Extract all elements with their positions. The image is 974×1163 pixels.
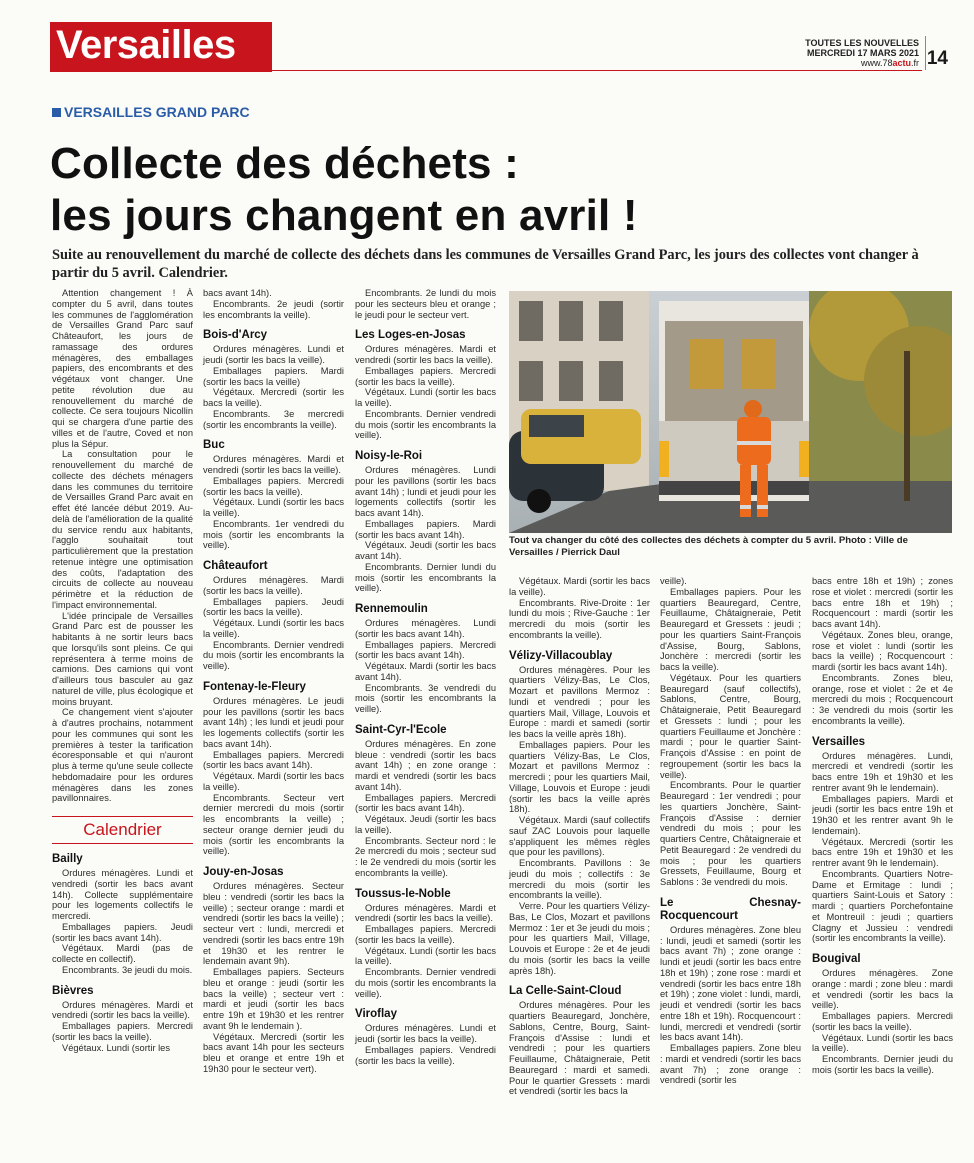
paragraph: Ordures ménagères. Zone orange : mardi ; zone bleu : mardi et vendredi (sortir les bacs la veille). [812,968,953,1011]
column-4 [509,576,650,1097]
town-heading: Châteaufort [203,560,268,572]
town-heading: Rennemoulin [355,603,428,615]
col3-towns [355,329,496,1066]
paragraph: Emballages papiers. Zone bleu : mardi et vendredi (sortir les bacs avant 7h) ; zone orange : vendredi (sortir les [660,1043,801,1086]
col4-continued: Végétaux. Mardi (sortir les bacs la veille). [509,576,650,597]
town-heading: Toussus-le-Noble [355,887,451,900]
pub-date: MERCREDI 17 MARS 2021 [806,48,919,58]
paragraph: Végétaux. Mercredi (sortir les bacs la veille). [203,387,344,408]
town-heading: Buc [203,439,225,452]
masthead [50,22,272,72]
column-6 [812,576,953,1076]
paragraph: Emballages papiers. Mercredi (sortir les bacs la veille). [203,475,344,497]
paragraph: L'idée principale de Versailles Grand Parc est de pousser les habitants à ne sortir leurs bacs que lorsqu'ils sont pleins. Ce qui représentera à terme moins de camions. Des camions qui vont d'ailleurs tous basculer au gaz naturel de ville, plus écologique et moins bruyant. [52,610,193,707]
photo-caption: Tout va changer du côté des collectes des déchets à compter du 5 avril. Photo : Ville de Versailles / Pierrick Daul [509,535,908,558]
paragraph: Encombrants. 3e jeudi du mois. [62,964,193,975]
paragraph: Encombrants. Dernier lundi du mois (sortir les encombrants la veille). [355,561,496,594]
paragraph: Ordures ménagères. Lundi pour les pavillons (sortir les bacs avant 14h) ; lundi et jeudi pour les logements collectifs (sortir les bacs avant 14h). [355,465,496,518]
paragraph: Encombrants. 3e vendredi du mois (sortir les encombrants la veille). [355,682,496,714]
town-heading: Bougival [812,953,861,965]
paragraph: Ordures ménagères. Secteur bleu : vendredi (sortir les bacs la veille) ; secteur orange : mardi et vendredi (sortir les bacs la veille) ; secteur vert : lundi, mercredi et vendredi (sortir les bacs entre 19h et 19h30 et les rentrer le lendemain avant 9h). [203,881,344,967]
paragraph: Ordures ménagères. Pour les quartiers Beauregard, Jonchère, Sablons, Centre, Bourg, Saint-François d'Assise : lundi et vendredi ; pour les quartiers Feuillaume, Châtaigneraie, Petit Beauregard : mardi et samedi. Pour le quartier Gressets : mardi et vendredi (sortir les bacs la [509,1000,650,1097]
paragraph: Verre. Pour les quartiers Vélizy-Bas, Le Clos, Mozart et pavillons Mermoz : 1er et 3e jeudi du mois ; pour les quartiers Mail, Village, Louvois et Europe : 2e et 4e jeudi du mois (sortir les bacs la veille après 18h). [509,901,650,976]
col5-paragraphs [660,587,801,888]
headline-line2: les jours changent en avril ! [50,191,638,240]
town-heading: Viroflay [355,1008,397,1021]
section-rubric: VERSAILLES GRAND PARC [52,104,250,120]
calendar-heading: Calendrier [52,816,193,844]
masthead-title: Versailles [56,23,236,67]
paragraph: Emballages papiers. Mardi (sortir les bacs la veille) [203,365,344,387]
paragraph: Encombrants. Zones bleu, orange, rose et violet : 2e et 4e mercredi du mois ; Rocquencourt : 3e vendredi du mois (sortir les encombrants la veille). [812,672,953,726]
paragraph: Végétaux. Lundi (sortir les bacs la veille). [812,1032,953,1054]
paragraph: Ordures ménagères. Mardi et vendredi (sortir les bacs la veille). [355,344,496,365]
paragraph: Emballages papiers. Mercredi (sortir les bacs avant 14h). [203,749,344,771]
paragraph: Ordures ménagères. Lundi (sortir les bacs avant 14h). [355,618,496,639]
paragraph: Végétaux. Mercredi (sortir les bacs avant 14h pour les secteurs bleu et orange et entre 19h et 19h30 pour le secteur vert). [203,1031,344,1074]
page-number: 14 [926,48,948,69]
paragraph: Emballages papiers. Jeudi (sortir les bacs avant 14h). [52,921,193,943]
page-separator [925,36,926,70]
column-2 [203,288,344,1075]
paragraph: Végétaux. Lundi (sortir les [62,1042,171,1053]
col2-continued-2: Encombrants. 2e jeudi (sortir les encombrants la veille). [203,298,344,320]
garbage-truck-photo [509,291,952,533]
paragraph: Ordures ménagères. Le jeudi pour les pavillons (sortir les bacs avant 14h) ; les lundi et jeudi pour les logements collectifs (sortir les bacs avant 14h). [203,695,344,749]
paragraph: Encombrants. Pavillons : 3e jeudi du mois ; collectifs : 3e mercredi du mois (sortir les encombrants la veille). [509,858,650,901]
col5-towns [660,897,801,1086]
paragraph: Végétaux. Mardi (pas de collecte en collectif). [52,943,193,964]
paragraph: Végétaux. Mercredi (sortir les bacs entre 19h et 19h30 et les rentrer avant 9h le lendemain). [812,836,953,868]
col6-towns [812,736,953,1076]
paragraph: Végétaux. Mardi (sortir les bacs la veille). [203,771,344,792]
paragraph: Emballages papiers. Mercredi (sortir les bacs avant 14h). [355,792,496,814]
paragraph: Ordures ménagères. Mardi (sortir les bacs la veille). [203,575,344,596]
column-5 [660,576,801,1086]
paragraph: Ordures ménagères. Pour les quartiers Vélizy-Bas, Le Clos, Mozart et pavillons Mermoz : lundi et vendredi ; pour les quartiers Mail, Village, Louvois et Europe : mardi et samedi (sortir les bacs la veille après 18h). [509,664,650,739]
paragraph: Emballages papiers. Mercredi (sortir les bacs avant 14h). [355,639,496,661]
publication-info [805,38,919,68]
intro-text [52,288,193,804]
paragraph: Emballages papiers. Pour les quartiers Vélizy-Bas, Le Clos, Mozart et pavillons Mermoz : mercredi ; pour les quartiers Mail, Village, Louvois et Europe : jeudi (sortir les bacs la veille après 18h). [509,739,650,815]
paragraph: Emballages papiers. Mardi (sortir les bacs avant 14h). [355,518,496,540]
paragraph: Ordures ménagères. En zone bleue : vendredi (sortir les bacs avant 14h) ; en zone orange : mardi et vendredi (sortir les bacs avant 14h). [355,738,496,792]
paragraph: Emballages papiers. Mercredi (sortir les bacs la veille). [812,1011,953,1032]
paragraph: Végétaux. Mardi (sortir les bacs avant 14h). [355,661,496,682]
paragraph: Végétaux. Lundi (sortir les bacs la veille). [355,387,496,408]
paragraph: Végétaux. Jeudi (sortir les bacs avant 14h). [355,540,496,561]
town-heading: Le Chesnay-Rocquencourt [660,896,801,922]
column-3 [355,288,496,1066]
paragraph: Ordures ménagères. Lundi et vendredi (sortir les bacs avant 14h). Collecte supplémentaire pour les logements collectifs le mercredi. [52,868,193,921]
paragraph: Ordures ménagères. Lundi, mercredi et vendredi (sortir les bacs entre 19h et 19h30 et les rentrer avant 9h le lendemain). [812,750,953,793]
col2-continued: bacs avant 14h). [203,288,272,298]
headline-line1: Collecte des déchets : [50,139,519,188]
paragraph: Encombrants. Secteur vert dernier mercredi du mois (sortir les encombrants la veille) ; secteur orange dernier jeudi du mois (sortir les encombrants la veille). [203,792,344,857]
col1-towns [52,853,193,1053]
paragraph: Végétaux. Lundi (sortir les bacs la veille). [203,497,344,518]
town-heading: Les Loges-en-Josas [355,329,466,342]
paragraph: Attention changement ! À compter du 5 avril, dans toutes les communes de l'agglomération de Versailles Grand Parc sauf Châteaufort, les jours de ramassage des ordures ménagères, des emballages papiers, des encombrants et des végétaux vont changer. Une petite révolution due au renouvellement du marché de collecte. Ce sera toujours Nicollin qui se chargera d'une partie des villes et de l'autre, Coved et non plus la Sépur. [52,288,193,449]
column-1 [52,288,193,1053]
col6-continued: bacs entre 18h et 19h) ; zones rose et violet : mercredi (sortir les bacs entre 18h et 19h) ; Rocquencourt : mardi (sortir les bacs avant 14h). [812,576,953,629]
col5-continued: veille). [660,576,687,586]
paragraph: Végétaux. Lundi (sortir les bacs la veille). [203,618,344,639]
standfirst: Suite au renouvellement du marché de collecte des déchets dans les communes de Versailles Grand Parc, les jours des collectes vont changer à partir du 5 avril. Calendrier. [52,247,919,281]
town-heading: Bièvres [52,984,94,997]
col4-continued-2: Encombrants. Rive-Droite : 1er lundi du mois ; Rive-Gauche : 1er mercredi du mois (sortir les encombrants la veille). [509,597,650,640]
paragraph: Végétaux. Jeudi (sortir les bacs la veille). [355,814,496,835]
paragraph: Emballages papiers. Pour les quartiers Beauregard, Centre, Feuillaume, Châtaigneraie, Petit Beauregard et Gressets : jeudi ; pour les quartiers Saint-François d'Assise, Bourg, Sablons, Jonchère : mercredi (sortir les bacs la veille). [660,586,801,672]
col6-paragraphs [812,630,953,727]
paragraph: Encombrants. Dernier vendredi du mois (sortir les encombrants la veille). [355,967,496,999]
headline [50,138,638,242]
paragraph: Ordures ménagères. Zone bleu : lundi, jeudi et samedi (sortir les bacs avant 7h) ; zone orange : lundi et jeudi (sortir les bacs entre 18h et 19h) ; zone rose : mardi et vendredi (sortir les bacs entre 18h et 19h) ; zone violet : lundi, mardi, jeudi et vendredi (sortir les bacs entre 18h et 19h). Rocquencourt : lundi, mercredi et vendredi (sortir les bacs avant 14h). [660,924,801,1043]
town-heading: Versailles [812,735,866,748]
pub-name: TOUTES LES NOUVELLES [805,38,919,48]
paragraph: Encombrants. Quartiers Notre-Dame et Ermitage : lundi ; quartiers Saint-Louis et Satory : mardi ; quartiers Porchefontaine et Montreuil : jeudi ; quartiers Clagny et Jussieu : vendredi (sortir les encombrants la veille). [812,868,953,944]
paragraph: Végétaux. Mardi (sauf collectifs sauf ZAC Louvois pour laquelle s'appliquent les mêmes règles que pour les pavillons). [509,815,650,858]
town-heading: La Celle-Saint-Cloud [509,985,622,998]
paragraph: Végétaux. Lundi (sortir les bacs la veille). [355,945,496,967]
paragraph: Emballages papiers. Mardi et jeudi (sortir les bacs entre 19h et 19h30 et les rentrer avant 9h le lendemain). [812,793,953,836]
town-heading: Saint-Cyr-l'Ecole [355,723,447,736]
paragraph: Emballages papiers. Jeudi (sortir les bacs la veille). [203,596,344,618]
paragraph: Encombrants. Dernier jeudi du mois (sortir les bacs la veille). [812,1054,953,1075]
paragraph: La consultation pour le renouvellement du marché de collecte des déchets ménagers dans les communes du territoire de Versailles Grand Parc avait en effet été lancée début 2019. Au-delà de l'amélioration de la qualité du service rendu aux habitants, l'agglo souhaitait tout particulièrement que la prestation retenue intègre une optimisation des coûts, l'adaptation des circuits de collecte au nouveau périmètre et la réduction de l'impact environnemental. [52,449,193,610]
paragraph: Ordures ménagères. Mardi et vendredi (sortir les bacs la veille). [203,454,344,475]
paragraph: Encombrants. 1er vendredi du mois (sortir les encombrants la veille). [203,518,344,551]
town-heading: Jouy-en-Josas [203,866,284,878]
rubric-square-icon [52,108,61,117]
paragraph: Ordures ménagères. Mardi et vendredi (sortir les bacs la veille). [355,902,496,924]
paragraph: Encombrants. Dernier vendredi du mois (sortir les encombrants la veille). [203,639,344,671]
paragraph: Ce changement vient s'ajouter à d'autres prochains, notamment pour les communes qui sont les premières à tester la tarification écoresponsable et qui n'auront plus à terme qu'une seule collecte hebdomadaire pour les ordures ménagères dans les zones pavillonnaires. [52,707,193,804]
paragraph: Encombrants. 3e mercredi (sortir les encombrants la veille). [203,408,344,430]
paragraph: Végétaux. Pour les quartiers Beauregard (sauf collectifs), Sablons, Centre, Bourg, Châtaigneraie, Petit Beauregard et Gressets : lundi ; pour les quartiers Feuillaume et Jonchère : mardi ; pour le quartier Saint-François d'Assise : en point de regroupement (sortir les bacs la veille). [660,672,801,780]
town-heading: Fontenay-le-Fleury [203,680,306,693]
paragraph: Encombrants. Pour le quartier Beauregard : 1er vendredi ; pour les quartiers Jonchère, Saint-François d'Assise : dernier vendredi du mois ; pour les quartiers Centre, Châtaigneraie et Petit Beauregard : 2e vendredi du mois ; pour les quartiers Gressets, Feuillaume, Bourg et Sablons : 3e vendredi du mois. [660,780,801,887]
paragraph: Emballages papiers. Mercredi (sortir les bacs la veille). [52,1021,193,1042]
town-heading: Vélizy-Villacoublay [509,649,613,662]
town-heading: Bois-d'Arcy [203,329,268,342]
paragraph: Emballages papiers. Secteurs bleu et orange : jeudi (sortir les bacs la veille) ; secteur vert : mardi et jeudi (sortir les bacs entre 19h et 19h30 et les rentrer avant 9h le lendemain ). [203,967,344,1031]
col4-towns [509,650,650,1098]
paragraph: Emballages papiers. Mercredi (sortir les bacs la veille). [355,365,496,387]
paragraph: Encombrants. Dernier vendredi du mois (sortir les encombrants la veille). [355,408,496,441]
paragraph: Ordures ménagères. Lundi et jeudi (sortir les bacs la veille). [203,344,344,365]
town-heading: Bailly [52,853,83,865]
town-heading: Noisy-le-Roi [355,450,423,462]
paragraph: Ordures ménagères. Mardi et vendredi (sortir les bacs la veille). [52,999,193,1021]
paragraph: Emballages papiers. Vendredi (sortir les bacs la veille). [355,1044,496,1066]
pub-url[interactable]: www.78actu.fr [860,58,919,68]
paragraph: Végétaux. Zones bleu, orange, rose et violet : lundi (sortir les bacs la veille) ; Rocquencourt : mardi (sortir les bacs avant 14h). [812,629,953,672]
col3-continued: Encombrants. 2e lundi du mois pour les secteurs bleu et orange ; le jeudi pour le secteur vert. [355,288,496,320]
news-photo [509,291,952,533]
paragraph: Encombrants. Secteur nord : le 2e mercredi du mois ; secteur sud : le 2e vendredi du mois (sortir les encombrants la veille). [355,835,496,878]
paragraph: Emballages papiers. Mercredi (sortir les bacs la veille). [355,924,496,945]
col2-towns [203,329,344,1074]
paragraph: Ordures ménagères. Lundi et jeudi (sortir les bacs la veille). [355,1023,496,1044]
header-rule [272,70,922,71]
